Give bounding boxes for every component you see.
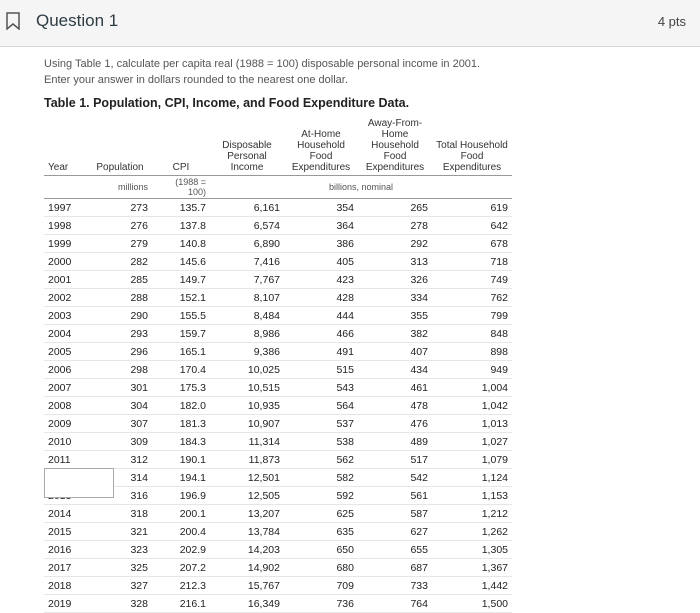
cell-population: 293 (88, 325, 152, 343)
header-away-home-food: Away-From-Home Household Food Expenditures (358, 116, 432, 176)
cell-cpi: 159.7 (152, 325, 210, 343)
cell-cpi: 149.7 (152, 271, 210, 289)
cell-total-food: 1,305 (432, 541, 512, 559)
cell-at-home-food: 405 (284, 253, 358, 271)
table-row (44, 523, 512, 541)
cell-disposable-income: 8,484 (210, 307, 284, 325)
cell-at-home-food: 428 (284, 289, 358, 307)
cell-cpi: 194.1 (152, 469, 210, 487)
cell-away-home-food: 407 (358, 343, 432, 361)
cell-total-food: 1,262 (432, 523, 512, 541)
cell-cpi: 137.8 (152, 217, 210, 235)
cell-cpi: 202.9 (152, 541, 210, 559)
cell-away-home-food: 478 (358, 397, 432, 415)
cell-away-home-food: 764 (358, 595, 432, 613)
cell-away-home-food: 587 (358, 505, 432, 523)
cell-population: 327 (88, 577, 152, 595)
cell-total-food: 1,500 (432, 595, 512, 613)
table-body (44, 176, 512, 613)
cell-total-food: 1,042 (432, 397, 512, 415)
table-row (44, 397, 512, 415)
cell-population: 288 (88, 289, 152, 307)
cell-disposable-income: 10,935 (210, 397, 284, 415)
cell-at-home-food: 364 (284, 217, 358, 235)
cell-away-home-food: 461 (358, 379, 432, 397)
cell-away-home-food: 313 (358, 253, 432, 271)
cell-population: 285 (88, 271, 152, 289)
cell-population: 307 (88, 415, 152, 433)
question-body (44, 56, 684, 613)
cell-away-home-food: 326 (358, 271, 432, 289)
table-row (44, 595, 512, 613)
cell-away-home-food: 561 (358, 487, 432, 505)
cell-total-food: 749 (432, 271, 512, 289)
cell-total-food: 848 (432, 325, 512, 343)
cell-population: 309 (88, 433, 152, 451)
cell-at-home-food: 386 (284, 235, 358, 253)
cell-cpi: 182.0 (152, 397, 210, 415)
cell-at-home-food: 543 (284, 379, 358, 397)
table-row (44, 577, 512, 595)
header-at-home-food: At-Home Household Food Expenditures (284, 116, 358, 176)
cell-year: 2001 (44, 271, 88, 289)
header-total-food: Total Household Food Expenditures (432, 116, 512, 176)
cell-at-home-food: 736 (284, 595, 358, 613)
table-row (44, 505, 512, 523)
question-points: 4 pts (657, 14, 686, 29)
cell-year: 1997 (44, 199, 88, 217)
table-row (44, 541, 512, 559)
cell-at-home-food: 625 (284, 505, 358, 523)
cell-cpi: 200.1 (152, 505, 210, 523)
cell-at-home-food: 709 (284, 577, 358, 595)
cell-total-food: 1,367 (432, 559, 512, 577)
cell-cpi: 152.1 (152, 289, 210, 307)
cell-disposable-income: 7,767 (210, 271, 284, 289)
cell-total-food: 1,027 (432, 433, 512, 451)
cell-at-home-food: 564 (284, 397, 358, 415)
cell-cpi: 190.1 (152, 451, 210, 469)
table-row (44, 379, 512, 397)
question-title: Question 1 (36, 11, 119, 30)
cell-disposable-income: 8,986 (210, 325, 284, 343)
unit-population: millions (88, 176, 152, 199)
table-row (44, 343, 512, 361)
cell-at-home-food: 538 (284, 433, 358, 451)
table-row (44, 325, 512, 343)
cell-population: 304 (88, 397, 152, 415)
cell-away-home-food: 292 (358, 235, 432, 253)
question-prompt (44, 56, 684, 88)
cell-population: 323 (88, 541, 152, 559)
cell-at-home-food: 680 (284, 559, 358, 577)
cell-total-food: 619 (432, 199, 512, 217)
cell-cpi: 207.2 (152, 559, 210, 577)
cell-total-food: 1,079 (432, 451, 512, 469)
cell-disposable-income: 15,767 (210, 577, 284, 595)
cell-cpi: 212.3 (152, 577, 210, 595)
cell-away-home-food: 476 (358, 415, 432, 433)
cell-year: 2004 (44, 325, 88, 343)
cell-cpi: 170.4 (152, 361, 210, 379)
cell-population: 296 (88, 343, 152, 361)
cell-population: 314 (88, 469, 152, 487)
cell-cpi: 184.3 (152, 433, 210, 451)
header-disposable-income: Disposable Personal Income (210, 116, 284, 176)
cell-total-food: 1,013 (432, 415, 512, 433)
cell-away-home-food: 334 (358, 289, 432, 307)
header-year: Year (44, 116, 88, 176)
cell-at-home-food: 444 (284, 307, 358, 325)
cell-away-home-food: 542 (358, 469, 432, 487)
header-population: Population (88, 116, 152, 176)
cell-disposable-income: 16,349 (210, 595, 284, 613)
cell-disposable-income: 6,890 (210, 235, 284, 253)
cell-disposable-income: 13,784 (210, 523, 284, 541)
cell-cpi: 165.1 (152, 343, 210, 361)
cell-cpi: 216.1 (152, 595, 210, 613)
cell-disposable-income: 10,025 (210, 361, 284, 379)
cell-cpi: 140.8 (152, 235, 210, 253)
cell-away-home-food: 627 (358, 523, 432, 541)
cell-disposable-income: 8,107 (210, 289, 284, 307)
cell-disposable-income: 14,203 (210, 541, 284, 559)
cell-away-home-food: 382 (358, 325, 432, 343)
table-row (44, 361, 512, 379)
cell-total-food: 718 (432, 253, 512, 271)
cell-disposable-income: 10,515 (210, 379, 284, 397)
cell-population: 328 (88, 595, 152, 613)
cell-year: 2011 (44, 451, 88, 469)
cell-year: 2014 (44, 505, 88, 523)
cell-year: 1998 (44, 217, 88, 235)
cell-disposable-income: 11,314 (210, 433, 284, 451)
cell-away-home-food: 655 (358, 541, 432, 559)
cell-year: 2016 (44, 541, 88, 559)
cell-total-food: 678 (432, 235, 512, 253)
table-header-row (44, 116, 512, 176)
prompt-line-2: Enter your answer in dollars rounded to the nearest one dollar. (44, 74, 348, 86)
cell-away-home-food: 434 (358, 361, 432, 379)
table-title: Table 1. Population, CPI, Income, and Food Expenditure Data. (44, 96, 410, 110)
cell-cpi: 135.7 (152, 199, 210, 217)
table-row (44, 469, 512, 487)
cell-cpi: 145.6 (152, 253, 210, 271)
question-header (0, 0, 700, 47)
cell-at-home-food: 491 (284, 343, 358, 361)
cell-year: 2007 (44, 379, 88, 397)
cell-at-home-food: 562 (284, 451, 358, 469)
cell-year: 2008 (44, 397, 88, 415)
table-row (44, 235, 512, 253)
cell-year: 2017 (44, 559, 88, 577)
cell-away-home-food: 265 (358, 199, 432, 217)
table-row (44, 307, 512, 325)
cell-population: 273 (88, 199, 152, 217)
cell-at-home-food: 537 (284, 415, 358, 433)
header-cpi: CPI (152, 116, 210, 176)
cell-disposable-income: 9,386 (210, 343, 284, 361)
cell-disposable-income: 13,207 (210, 505, 284, 523)
cell-population: 298 (88, 361, 152, 379)
table-row (44, 433, 512, 451)
cell-away-home-food: 489 (358, 433, 432, 451)
table-row (44, 451, 512, 469)
unit-nominal: billions, nominal (210, 176, 512, 199)
data-table (44, 116, 512, 613)
units-row (44, 176, 512, 199)
cell-away-home-food: 687 (358, 559, 432, 577)
cell-year: 2002 (44, 289, 88, 307)
cell-disposable-income: 12,501 (210, 469, 284, 487)
table-row (44, 199, 512, 217)
cell-year: 2003 (44, 307, 88, 325)
cell-population: 312 (88, 451, 152, 469)
cell-total-food: 1,124 (432, 469, 512, 487)
answer-input[interactable] (44, 468, 114, 498)
cell-disposable-income: 12,505 (210, 487, 284, 505)
prompt-line-1: Using Table 1, calculate per capita real (1988 = 100) disposable personal income in 2001. (44, 58, 481, 70)
cell-year: 2005 (44, 343, 88, 361)
cell-population: 290 (88, 307, 152, 325)
cell-population: 282 (88, 253, 152, 271)
cell-total-food: 949 (432, 361, 512, 379)
cell-population: 318 (88, 505, 152, 523)
cell-at-home-food: 466 (284, 325, 358, 343)
cell-at-home-food: 354 (284, 199, 358, 217)
table-row (44, 487, 512, 505)
cell-total-food: 642 (432, 217, 512, 235)
cell-at-home-food: 650 (284, 541, 358, 559)
cell-population: 276 (88, 217, 152, 235)
cell-away-home-food: 733 (358, 577, 432, 595)
cell-disposable-income: 6,161 (210, 199, 284, 217)
cell-year: 2019 (44, 595, 88, 613)
cell-year: 2015 (44, 523, 88, 541)
cell-away-home-food: 517 (358, 451, 432, 469)
cell-at-home-food: 423 (284, 271, 358, 289)
cell-total-food: 1,153 (432, 487, 512, 505)
table-row (44, 253, 512, 271)
cell-population: 279 (88, 235, 152, 253)
cell-year: 2010 (44, 433, 88, 451)
cell-cpi: 155.5 (152, 307, 210, 325)
cell-year: 2018 (44, 577, 88, 595)
cell-population: 325 (88, 559, 152, 577)
cell-total-food: 1,212 (432, 505, 512, 523)
cell-population: 321 (88, 523, 152, 541)
unit-cpi: (1988 = 100) (152, 176, 210, 199)
cell-total-food: 898 (432, 343, 512, 361)
cell-disposable-income: 10,907 (210, 415, 284, 433)
cell-disposable-income: 11,873 (210, 451, 284, 469)
cell-year: 1999 (44, 235, 88, 253)
cell-at-home-food: 582 (284, 469, 358, 487)
cell-cpi: 175.3 (152, 379, 210, 397)
cell-away-home-food: 355 (358, 307, 432, 325)
cell-at-home-food: 592 (284, 487, 358, 505)
cell-disposable-income: 14,902 (210, 559, 284, 577)
cell-at-home-food: 635 (284, 523, 358, 541)
cell-population: 316 (88, 487, 152, 505)
cell-total-food: 762 (432, 289, 512, 307)
cell-total-food: 1,004 (432, 379, 512, 397)
cell-year: 2006 (44, 361, 88, 379)
bookmark-icon[interactable] (6, 12, 20, 30)
table-row (44, 559, 512, 577)
cell-population: 301 (88, 379, 152, 397)
table-row (44, 217, 512, 235)
table-row (44, 289, 512, 307)
cell-at-home-food: 515 (284, 361, 358, 379)
table-row (44, 415, 512, 433)
cell-disposable-income: 6,574 (210, 217, 284, 235)
cell-cpi: 200.4 (152, 523, 210, 541)
cell-cpi: 196.9 (152, 487, 210, 505)
cell-year: 2009 (44, 415, 88, 433)
cell-year: 2000 (44, 253, 88, 271)
cell-away-home-food: 278 (358, 217, 432, 235)
cell-total-food: 799 (432, 307, 512, 325)
cell-disposable-income: 7,416 (210, 253, 284, 271)
cell-total-food: 1,442 (432, 577, 512, 595)
table-row (44, 271, 512, 289)
cell-cpi: 181.3 (152, 415, 210, 433)
